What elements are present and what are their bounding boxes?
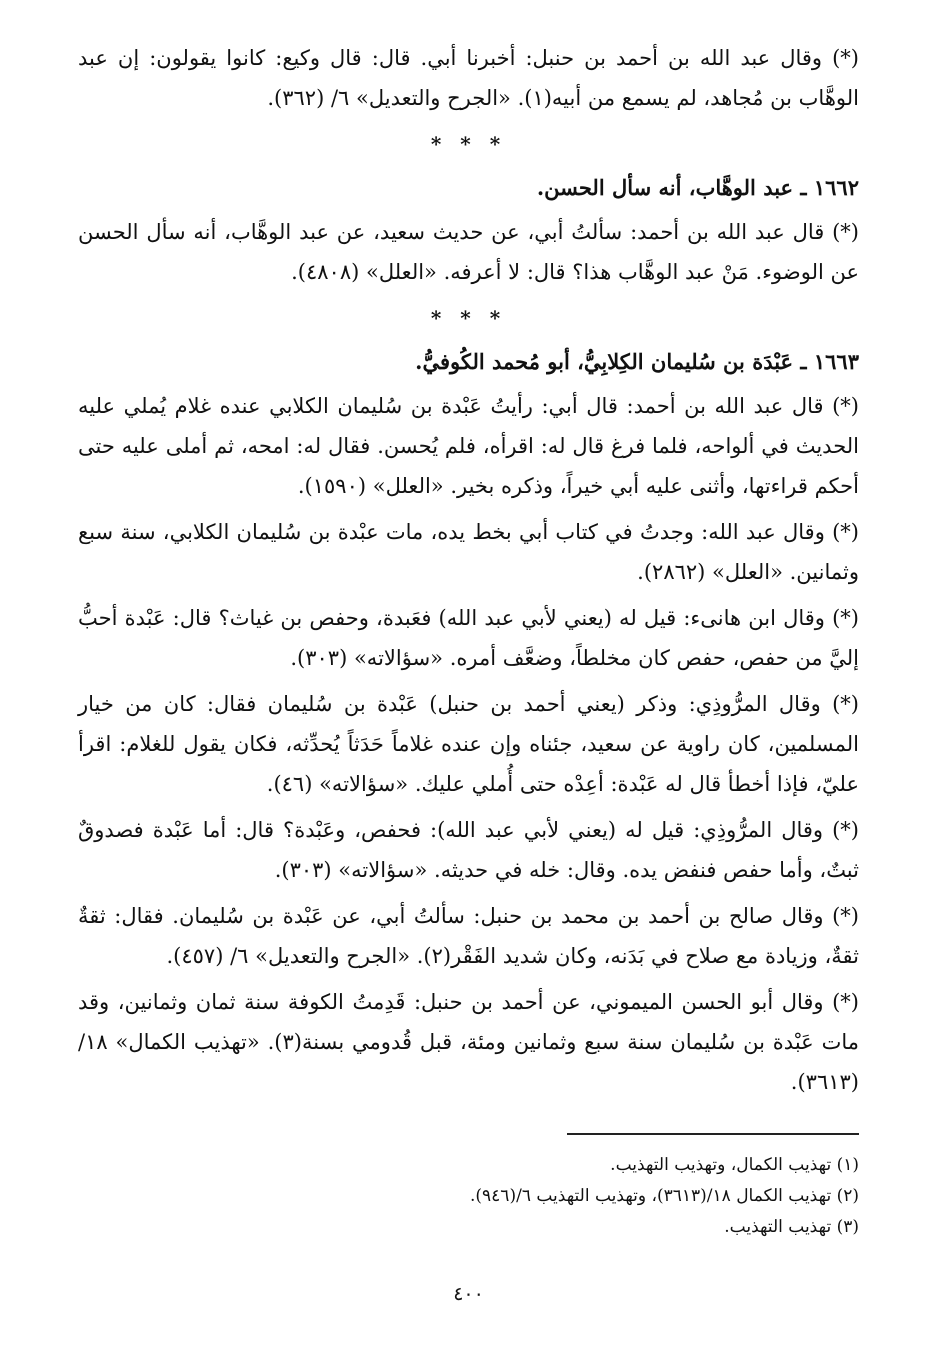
paragraph: (*) وقال عبد الله: وجدتُ في كتاب أبي بخط يده، مات عبْدة بن سُليمان الكلابي، سنة سبع وثمانين. «العلل» (٢٨٦٢). bbox=[78, 520, 859, 584]
entry-heading-1663: ١٦٦٣ ـ عَبْدَة بن سُليمان الكِلابِيُّ، أبو مُحمد الكُوفيُّ. bbox=[415, 349, 859, 374]
footnote-divider bbox=[567, 1133, 859, 1135]
main-text bbox=[78, 38, 859, 1108]
entry-heading-1662: ١٦٦٢ ـ عبد الوهَّاب، أنه سأل الحسن. bbox=[536, 175, 859, 200]
paragraph: (*) وقال المرُّوذِي: قيل له (يعني لأبي عبد الله): فحفص، وعَبْدة؟ قال: أما عَبْدة فصدوقٌ ثبتٌ، وأما حفص فنفض يده. وقال: خله في حديثه. «سؤالاته» (٣٠٣). bbox=[78, 818, 859, 882]
footnotes bbox=[78, 1150, 859, 1243]
paragraph: (*) وقال عبد الله بن أحمد بن حنبل: أخبرنا أبي. قال: قال وكيع: كانوا يقولون: إن عبد الوهَّاب بن مُجاهد، لم يسمع من أبيه(١). «الجرح والتعديل» ٦/ (٣٦٢). bbox=[78, 46, 859, 110]
page-number: ٤٠٠ bbox=[453, 1283, 484, 1305]
paragraph: (*) وقال ابن هانىء: قيل له (يعني لأبي عبد الله) فعَبدة، وحفص بن غياث؟ قال: عَبْدة أحبُّ إليَّ من حفص، حفص كان مخلطاً، وضعَّف أمره. «سؤالاته» (٣٠٣). bbox=[78, 606, 859, 670]
footnote-1: (١) تهذيب الكمال، وتهذيب التهذيب. bbox=[610, 1155, 859, 1175]
section-separator: * * * bbox=[430, 132, 507, 156]
paragraph: (*) وقال صالح بن أحمد بن محمد بن حنبل: سألتُ أبي، عن عَبْدة بن سُليمان. فقال: ثقةٌ ثقةٌ، وزيادة مع صلاح في بَدَنه، وكان شديد الفَقْر(٢). «الجرح والتعديل» ٦/ (٤٥٧). bbox=[78, 904, 859, 968]
paragraph: (*) وقال المرُّوذِي: وذكر (يعني أحمد بن حنبل) عَبْدة بن سُليمان فقال: كان من خيار المسلمين، كان راوية عن سعيد، جئناه وإن عنده غلاماً حَدَثاً يُحدِّثه، فكان يقول للغلام: اقرأ عليّ، فإذا أخطأ قال له عَبْدة: أعِدْه حتى أُملي عليك. «سؤالاته» (٤٦). bbox=[78, 692, 859, 796]
footnote-2: (٢) تهذيب الكمال ١٨/(٣٦١٣)، وتهذيب التهذيب ٦/(٩٤٦). bbox=[469, 1186, 859, 1206]
paragraph: (*) قال عبد الله بن أحمد: قال أبي: رأيتُ عَبْدة بن سُليمان الكلابي عنده غلام يُملي عليه الحديث في ألواحه، فلما فرغ قال له: اقرأه، فلم يُحسن. فقال له: امحه، ثم أملى عليه حتى أحكم قراءتها، وأثنى عليه أبي خيراً، وذكره بخير. «العلل» (١٥٩٠). bbox=[78, 394, 859, 498]
paragraph: (*) وقال أبو الحسن الميموني، عن أحمد بن حنبل: قَدِمتُ الكوفة سنة ثمان وثمانين، وقد مات عَبْدة بن سُليمان سنة سبع وثمانين ومئة، قبل قُدومي بسنة(٣). «تهذيب الكمال» ١٨/ (٣٦١٣). bbox=[78, 990, 859, 1094]
footnote-3: (٣) تهذيب التهذيب. bbox=[724, 1217, 859, 1237]
section-separator: * * * bbox=[430, 306, 507, 330]
paragraph: (*) قال عبد الله بن أحمد: سألتُ أبي، عن حديث سعيد، عن عبد الوهَّاب، أنه سأل الحسن عن الوضوء. مَنْ عبد الوهَّاب هذا؟ قال: لا أعرفه. «العلل» (٤٨٠٨). bbox=[78, 220, 859, 284]
